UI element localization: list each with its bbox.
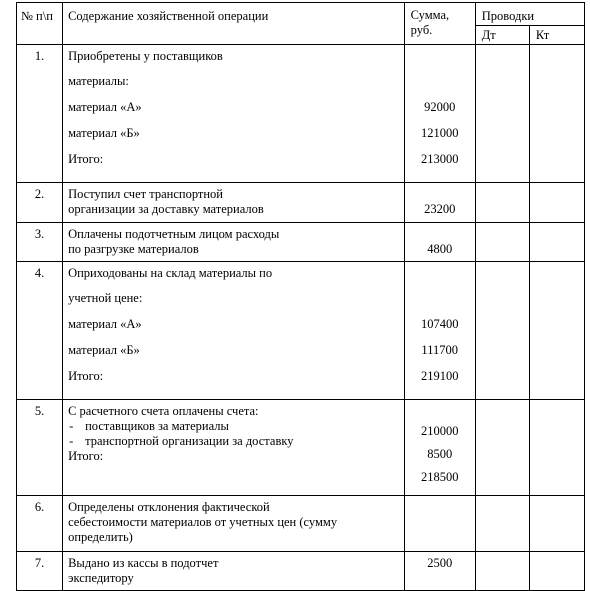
- sum-value: 210000: [420, 424, 459, 438]
- row-line: организации за доставку материалов: [68, 202, 264, 216]
- row-line: Итого:: [68, 369, 104, 383]
- table-row: [17, 552, 585, 591]
- row-line: Оплачены подотчетным лицом расходы: [68, 227, 280, 241]
- row-line: материал «Б»: [68, 126, 140, 140]
- row-sum: [404, 496, 475, 552]
- row-num: 7.: [17, 552, 63, 591]
- table-header-row: [17, 3, 585, 26]
- sum-value: [405, 266, 475, 291]
- operations-document: [16, 2, 585, 591]
- row-sum: [404, 45, 475, 183]
- row-line: Итого:: [68, 152, 104, 166]
- row-description: [63, 262, 405, 400]
- sum-value: 92000: [424, 100, 456, 114]
- table-row: [17, 262, 585, 400]
- row-line: Определены отклонения фактической: [68, 500, 270, 514]
- row-sum: [404, 400, 475, 496]
- row-num: 6.: [17, 496, 63, 552]
- table-row: [17, 45, 585, 183]
- row-debit: [475, 262, 529, 400]
- row-debit: [475, 45, 529, 183]
- sum-value: 218500: [420, 470, 459, 484]
- sum-value: 111700: [421, 343, 458, 357]
- row-line: экспедитору: [68, 571, 134, 585]
- row-line: Приобретены у поставщиков: [68, 49, 223, 63]
- row-sum: 23200: [404, 183, 475, 223]
- row-line: по разгрузке материалов: [68, 242, 199, 256]
- row-credit: [529, 496, 584, 552]
- row-credit: [529, 45, 584, 183]
- row-description: [63, 45, 405, 183]
- row-line: Выдано из кассы в подотчет: [68, 556, 219, 570]
- header-sum-line1: Сумма,: [410, 8, 450, 22]
- row-description: [63, 496, 405, 552]
- row-num: 4.: [17, 262, 63, 400]
- row-line: определить): [68, 530, 133, 544]
- sum-value: 8500: [427, 447, 453, 461]
- row-line: Итого:: [68, 449, 104, 463]
- row-debit: [475, 496, 529, 552]
- table-row: [17, 400, 585, 496]
- sum-value: 219100: [420, 369, 459, 383]
- list-item: - поставщиков за материалы: [69, 419, 229, 433]
- row-num: 3.: [17, 223, 63, 262]
- row-line: Поступил счет транспортной: [68, 187, 223, 201]
- header-sum-line2: руб.: [410, 23, 433, 37]
- row-line: С расчетного счета оплачены счета:: [68, 404, 259, 418]
- row-debit: [475, 223, 529, 262]
- row-num: 2.: [17, 183, 63, 223]
- sum-value: 121000: [420, 126, 459, 140]
- row-credit: [529, 552, 584, 591]
- sum-value: [405, 74, 475, 100]
- row-sum: 2500: [404, 552, 475, 591]
- row-num: 1.: [17, 45, 63, 183]
- row-description: [63, 223, 405, 262]
- header-debit: Дт: [475, 26, 529, 45]
- row-description: [63, 552, 405, 591]
- table-row: [17, 223, 585, 262]
- row-description: [63, 183, 405, 223]
- sum-value: [405, 49, 475, 74]
- row-line: Оприходованы на склад материалы по: [68, 266, 273, 280]
- header-postings: Проводки: [475, 3, 584, 26]
- row-sum: [404, 262, 475, 400]
- row-line: материалы:: [68, 74, 129, 88]
- row-line: материал «А»: [68, 317, 142, 331]
- row-debit: [475, 552, 529, 591]
- table-row: [17, 183, 585, 223]
- list-item-text: транспортной организации за доставку: [85, 434, 294, 448]
- header-sum: [404, 3, 475, 45]
- row-line: учетной цене:: [68, 291, 143, 305]
- operations-table: [16, 2, 585, 591]
- row-debit: [475, 400, 529, 496]
- row-line: себестоимости материалов от учетных цен (сумму: [68, 515, 338, 529]
- row-credit: [529, 223, 584, 262]
- sum-value: 213000: [420, 152, 459, 166]
- header-description: Содержание хозяйственной операции: [63, 3, 405, 45]
- sum-value: [405, 291, 475, 317]
- row-credit: [529, 183, 584, 223]
- row-sum: 4800: [404, 223, 475, 262]
- row-credit: [529, 400, 584, 496]
- table-row: [17, 496, 585, 552]
- row-credit: [529, 262, 584, 400]
- row-description: [63, 400, 405, 496]
- sum-value: 107400: [420, 317, 459, 331]
- row-line: материал «А»: [68, 100, 142, 114]
- row-line: материал «Б»: [68, 343, 140, 357]
- list-item-text: поставщиков за материалы: [85, 419, 229, 433]
- row-debit: [475, 183, 529, 223]
- header-num: № п\п: [17, 3, 63, 45]
- list-item: - транспортной организации за доставку: [69, 434, 294, 448]
- row-num: 5.: [17, 400, 63, 496]
- header-credit: Кт: [529, 26, 584, 45]
